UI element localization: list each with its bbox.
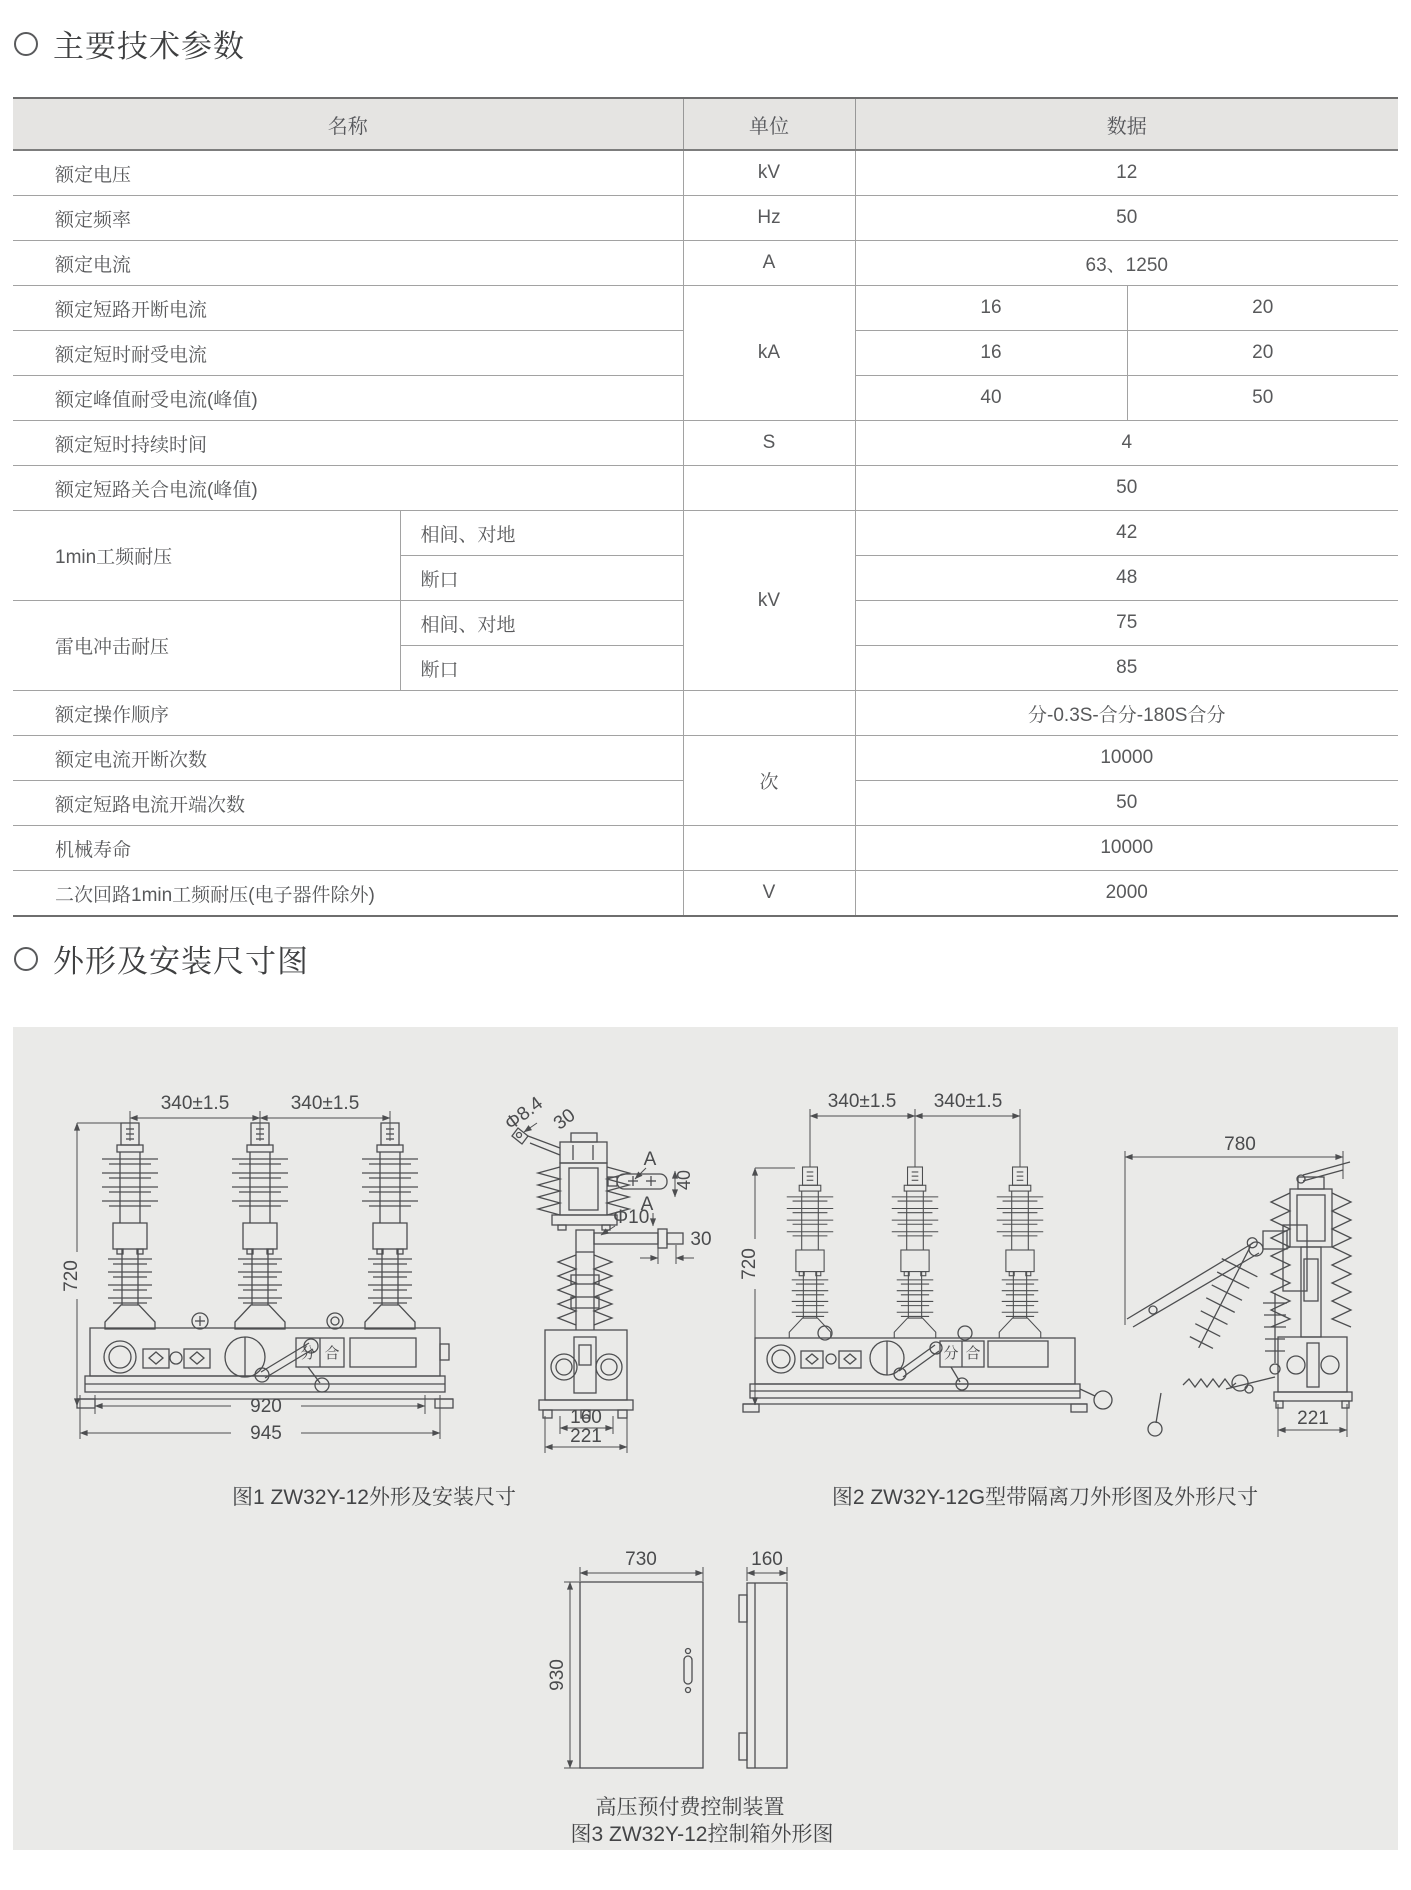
param-sublabel: 断口 [400,646,683,691]
param-value: 12 [855,150,1398,196]
fig2-span1-dim: 340±1.5 [827,1091,897,1112]
param-label: 额定电流开断次数 [13,736,683,781]
drawings-panel [13,1027,1398,1850]
section1-title: 主要技术参数 [53,29,245,64]
param-unit-merged: 次 [683,736,855,826]
table-row [13,511,1398,556]
fig3-depth-dim: 160 [751,1549,783,1570]
param-sublabel: 相间、对地 [400,511,683,556]
param-label: 额定短时持续时间 [13,421,683,466]
param-value: 20 [1127,286,1398,331]
param-value: 40 [855,376,1127,421]
section2-title: 外形及安装尺寸图 [53,944,309,979]
fig1-span1-dim: 340±1.5 [160,1093,230,1114]
param-sublabel: 相间、对地 [400,601,683,646]
fig2-close-indicator: 合 [965,1345,981,1362]
figure3-control-box [580,1582,787,1768]
param-value: 4 [855,421,1398,466]
figure3-caption: 图3 ZW32Y-12控制箱外形图 [570,1823,834,1846]
table-row [13,691,1398,736]
param-value: 50 [855,466,1398,511]
col-header-unit: 单位 [683,98,855,150]
section-label-top: A [643,1149,657,1170]
side-stub-len-dim: 30 [690,1229,712,1250]
param-label: 额定电流 [13,241,683,286]
param-group-label: 雷电冲击耐压 [13,601,400,691]
fig2-open-indicator: 分 [943,1345,959,1362]
side-base-inner-dim: 160 [570,1407,602,1428]
param-label: 额定电压 [13,150,683,196]
param-unit: A [683,241,855,286]
param-unit-merged: kV [683,511,855,691]
param-unit-empty [683,691,855,736]
figure2-caption: 图2 ZW32Y-12G型带隔离刀外形图及外形尺寸 [831,1486,1259,1509]
param-label: 二次回路1min工频耐压(电子器件除外) [13,871,683,917]
param-unit: Hz [683,196,855,241]
figure1-side-view [512,1128,683,1418]
figure1-dimensions [61,1093,440,1444]
fig1-height-dim: 720 [61,1260,82,1292]
param-value: 2000 [855,871,1398,917]
table-row [13,826,1398,871]
param-label: 额定短路关合电流(峰值) [13,466,683,511]
side-hole-dim: Φ8.4 [501,1092,548,1135]
param-unit: V [683,871,855,917]
technical-drawings [13,1027,1398,1850]
param-label: 额定操作顺序 [13,691,683,736]
param-sublabel: 断口 [400,556,683,601]
figure2-side-view [1127,1162,1352,1436]
param-value: 50 [855,781,1398,826]
param-value: 50 [1127,376,1398,421]
fig3-width-dim: 730 [625,1549,657,1570]
param-value: 50 [855,196,1398,241]
fig1-width-inner-dim: 920 [250,1396,282,1417]
side-hole-offset-dim: 30 [549,1104,580,1135]
param-value: 63、1250 [855,241,1398,286]
fig2-base-dim: 221 [1297,1408,1329,1429]
param-value: 分-0.3S-合分-180S合分 [855,691,1398,736]
param-unit: kV [683,150,855,196]
figure1-caption: 图1 ZW32Y-12外形及安装尺寸 [232,1486,516,1509]
side-pad-dim: 40 [674,1169,694,1191]
param-unit-merged: kA [683,286,855,421]
fig1-width-outer-dim: 945 [250,1423,282,1444]
table-row [13,736,1398,781]
param-label: 额定频率 [13,196,683,241]
side-stub-dim: Φ10 [613,1207,650,1228]
param-value: 16 [855,331,1127,376]
fig1-span2-dim: 340±1.5 [290,1093,360,1114]
table-row [13,196,1398,241]
fig2-width-dim: 780 [1224,1134,1256,1155]
fig2-span2-dim: 340±1.5 [933,1091,1003,1112]
section-label-bottom: A [640,1194,654,1215]
figure3-device-label: 高压预付费控制装置 [595,1796,785,1819]
figure1-front-view [77,1123,453,1408]
table-row [13,286,1398,331]
parameters-table [13,97,1398,917]
fig1-close-indicator: 合 [324,1345,340,1362]
param-value: 75 [855,601,1398,646]
param-value: 10000 [855,826,1398,871]
side-base-outer-dim: 221 [570,1426,602,1447]
bullet-ring-icon [14,947,38,971]
fig2-height-dim: 720 [739,1248,760,1280]
param-value: 85 [855,646,1398,691]
table-row [13,466,1398,511]
param-label: 额定短路开断电流 [13,286,683,331]
param-value: 10000 [855,736,1398,781]
section1-heading [14,21,245,66]
table-row [13,421,1398,466]
param-label: 机械寿命 [13,826,683,871]
param-label: 额定短路电流开端次数 [13,781,683,826]
param-label: 额定短时耐受电流 [13,331,683,376]
fig1-open-indicator: 分 [300,1345,316,1362]
param-group-label: 1min工频耐压 [13,511,400,601]
table-row [13,241,1398,286]
param-unit-empty [683,466,855,511]
fig3-height-dim: 930 [547,1659,568,1691]
param-value: 20 [1127,331,1398,376]
table-row [13,871,1398,917]
param-unit-empty [683,826,855,871]
table-row [13,150,1398,196]
param-unit: S [683,421,855,466]
param-value: 16 [855,286,1127,331]
bullet-ring-icon [14,32,38,56]
param-value: 48 [855,556,1398,601]
table-header-row [13,98,1398,150]
param-value: 42 [855,511,1398,556]
section2-heading [14,936,309,981]
param-label: 额定峰值耐受电流(峰值) [13,376,683,421]
col-header-name: 名称 [13,98,683,150]
col-header-data: 数据 [855,98,1398,150]
figure2-front-view [743,1167,1112,1412]
